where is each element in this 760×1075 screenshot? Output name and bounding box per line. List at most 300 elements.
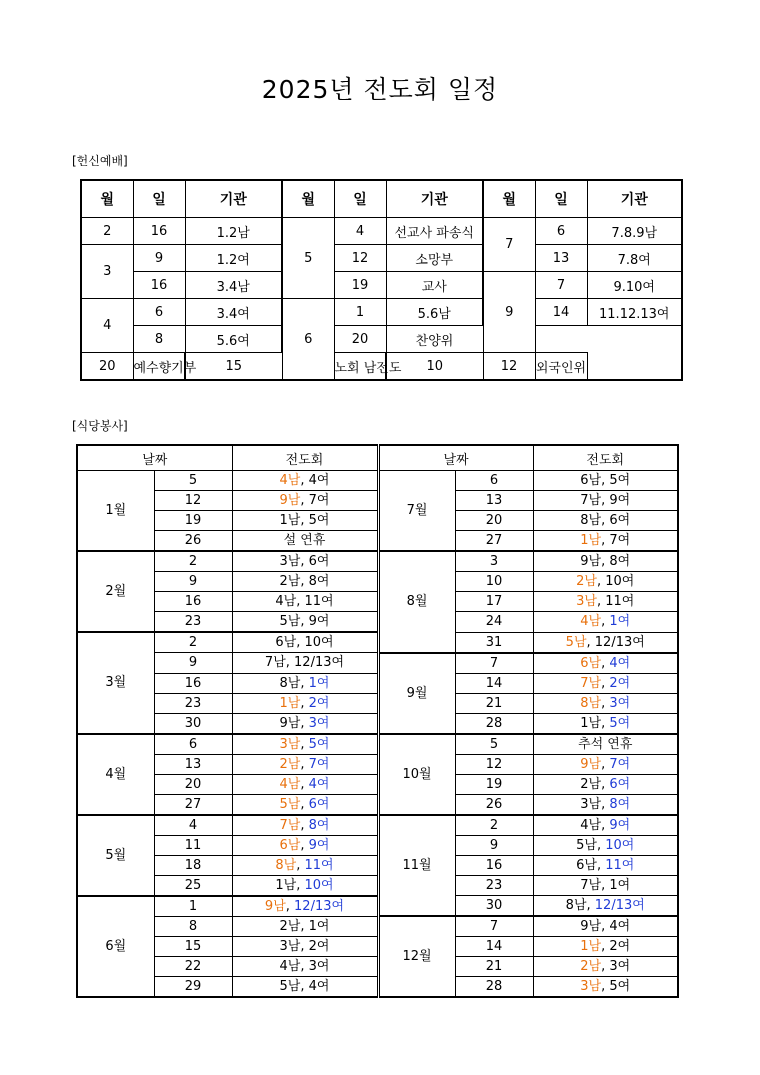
- separator: ,: [300, 493, 309, 508]
- day-cell: 20: [334, 326, 386, 353]
- men-group: 2남: [279, 918, 301, 934]
- table-row: [77, 916, 678, 937]
- women-group: 10여: [304, 877, 334, 893]
- table-row: [77, 896, 678, 917]
- mission-group-cell: [533, 937, 678, 957]
- mission-group-cell: [232, 916, 378, 937]
- women-group: 5여: [609, 473, 631, 488]
- month-cell: 9: [483, 272, 535, 353]
- mission-group-cell: [232, 531, 378, 552]
- mission-group-cell: [533, 815, 678, 836]
- day-cell: 31: [455, 632, 533, 653]
- table-row: [77, 653, 678, 674]
- devotion-header-row: [81, 180, 682, 218]
- women-group: 10여: [605, 837, 635, 853]
- day-cell: 2: [455, 815, 533, 836]
- day-cell: 16: [455, 855, 533, 875]
- men-group: 2남: [580, 959, 602, 974]
- mission-group-cell: [232, 896, 378, 917]
- men-group: 6남: [275, 635, 297, 650]
- men-group: 1남: [279, 695, 301, 711]
- mission-group-cell: [533, 693, 678, 713]
- day-cell: 15: [154, 937, 232, 957]
- men-group: 2남: [279, 756, 301, 772]
- mission-group-cell: [533, 592, 678, 612]
- mission-group-cell: [533, 794, 678, 815]
- men-group: 7남: [580, 877, 602, 893]
- day-cell: 9: [133, 245, 185, 272]
- day-cell: 20: [81, 353, 133, 381]
- separator: ,: [300, 959, 309, 974]
- separator: ,: [596, 594, 606, 609]
- men-group: 3남: [279, 736, 301, 752]
- mission-group-cell: [533, 754, 678, 774]
- men-group: 2남: [279, 574, 301, 589]
- header-mission-group: 전도회: [232, 445, 378, 471]
- women-group: 5여: [308, 736, 330, 752]
- women-group: 2여: [609, 939, 631, 954]
- men-group: 7남: [264, 655, 286, 671]
- men-group: 2남: [576, 574, 597, 589]
- separator: ,: [300, 574, 309, 589]
- day-cell: 21: [455, 957, 533, 977]
- mission-group-cell: [232, 815, 378, 836]
- month-cell: 7: [483, 218, 535, 272]
- table-row: [77, 471, 678, 491]
- month-cell: 1월: [77, 471, 154, 552]
- separator: ,: [285, 655, 295, 671]
- mission-group-cell: [232, 734, 378, 755]
- women-group: 12/13여: [294, 898, 345, 914]
- men-group: 추석 연휴: [578, 736, 633, 752]
- women-group: 1여: [609, 877, 631, 893]
- mission-group-cell: [533, 531, 678, 552]
- separator: ,: [296, 857, 305, 873]
- mission-group-cell: [533, 896, 678, 917]
- men-group: 1남: [580, 533, 602, 548]
- header-date: 날짜: [77, 445, 232, 471]
- org-cell: 3.4남: [185, 272, 282, 299]
- men-group: 설 연휴: [283, 533, 326, 548]
- men-group: 9남: [580, 756, 602, 772]
- mission-group-cell: [232, 794, 378, 815]
- mission-group-cell: [533, 855, 678, 875]
- women-group: 11여: [605, 594, 635, 609]
- table-row: [77, 855, 678, 875]
- month-cell: 8월: [378, 551, 455, 653]
- table-row: [77, 957, 678, 977]
- separator: ,: [296, 635, 305, 650]
- day-cell: 24: [455, 612, 533, 633]
- women-group: 7여: [308, 756, 330, 772]
- day-cell: 19: [455, 774, 533, 794]
- day-cell: 8: [133, 326, 185, 353]
- women-group: 3여: [609, 695, 631, 711]
- table-row: [77, 612, 678, 633]
- month-cell: 2월: [77, 551, 154, 632]
- men-group: 6남: [279, 837, 301, 853]
- mission-group-cell: [232, 937, 378, 957]
- separator: ,: [300, 513, 309, 528]
- day-cell: 2: [154, 551, 232, 572]
- day-cell: 14: [535, 299, 587, 326]
- day-cell: 13: [455, 491, 533, 511]
- day-cell: 20: [455, 511, 533, 531]
- table-row: [77, 673, 678, 693]
- table-row: [77, 572, 678, 592]
- table-row: [81, 218, 682, 245]
- day-cell: 8: [154, 916, 232, 937]
- mission-group-cell: [232, 774, 378, 794]
- mission-group-cell: [232, 693, 378, 713]
- day-cell: 14: [455, 937, 533, 957]
- cafeteria-header-row: [77, 445, 678, 471]
- day-cell: 21: [455, 693, 533, 713]
- org-cell: 선교사 파송식: [386, 218, 483, 245]
- page-title: 2025년 전도회 일정: [261, 75, 499, 104]
- day-cell: 5: [154, 471, 232, 491]
- women-group: 10여: [605, 574, 635, 589]
- day-cell: 23: [455, 875, 533, 896]
- women-group: 12/13여: [594, 898, 645, 913]
- men-group: 5남: [565, 634, 587, 650]
- header-month: 월: [483, 180, 535, 218]
- men-group: 7남: [279, 817, 301, 833]
- org-cell: 1.2여: [185, 245, 282, 272]
- mission-group-cell: [232, 855, 378, 875]
- day-cell: 26: [154, 531, 232, 552]
- separator: ,: [285, 898, 295, 914]
- day-cell: 11: [154, 835, 232, 855]
- month-cell: 12월: [378, 916, 455, 997]
- org-cell: 찬양위: [386, 326, 483, 353]
- table-row: [81, 272, 682, 299]
- men-group: 9남: [264, 898, 286, 914]
- women-group: 3여: [308, 715, 330, 731]
- mission-group-cell: [232, 977, 378, 998]
- mission-group-cell: [533, 632, 678, 653]
- mission-group-cell: [232, 754, 378, 774]
- table-row: [81, 326, 682, 353]
- women-group: 10여: [304, 635, 334, 650]
- day-cell: 12: [334, 245, 386, 272]
- men-group: 3남: [580, 796, 602, 812]
- men-group: 1남: [580, 715, 602, 731]
- men-group: 5남: [279, 796, 301, 812]
- day-cell: 12: [483, 353, 535, 381]
- separator: ,: [601, 796, 610, 812]
- header-mission-group: 전도회: [533, 445, 678, 471]
- day-cell: 13: [154, 754, 232, 774]
- org-cell: 7.8여: [587, 245, 682, 272]
- day-cell: 4: [154, 815, 232, 836]
- women-group: 12/13여: [594, 634, 645, 650]
- day-cell: 16: [154, 673, 232, 693]
- month-cell: 4월: [77, 734, 154, 815]
- separator: ,: [601, 614, 610, 630]
- mission-group-cell: [533, 875, 678, 896]
- org-cell: 11.12.13여: [587, 299, 682, 326]
- day-cell: 23: [154, 693, 232, 713]
- separator: ,: [300, 939, 309, 954]
- day-cell: 28: [455, 713, 533, 734]
- header-organization: 기관: [386, 180, 483, 218]
- mission-group-cell: [533, 511, 678, 531]
- month-cell: 10: [386, 353, 483, 381]
- table-row: [77, 713, 678, 734]
- separator: ,: [601, 473, 610, 488]
- mission-group-cell: [533, 673, 678, 693]
- mission-group-cell: [533, 551, 678, 572]
- men-group: 1남: [580, 939, 602, 954]
- separator: ,: [601, 979, 610, 994]
- women-group: 9여: [308, 614, 330, 629]
- mission-group-cell: [232, 875, 378, 896]
- day-cell: 13: [535, 245, 587, 272]
- men-group: 4남: [279, 473, 301, 488]
- mission-group-cell: [232, 551, 378, 572]
- men-group: 4남: [279, 959, 301, 974]
- women-group: 1여: [308, 675, 330, 691]
- separator: ,: [586, 634, 595, 650]
- separator: ,: [601, 715, 610, 731]
- header-day: 일: [535, 180, 587, 218]
- separator: ,: [601, 655, 610, 671]
- mission-group-cell: [232, 673, 378, 693]
- mission-group-cell: [533, 612, 678, 633]
- month-cell: 3월: [77, 632, 154, 734]
- header-day: 일: [334, 180, 386, 218]
- women-group: 4여: [308, 776, 330, 792]
- separator: ,: [300, 736, 309, 752]
- women-group: 2여: [609, 675, 631, 691]
- org-cell: 5.6남: [386, 299, 483, 326]
- women-group: 8여: [308, 817, 330, 833]
- mission-group-cell: [533, 471, 678, 491]
- day-cell: 17: [455, 592, 533, 612]
- separator: ,: [300, 918, 309, 934]
- separator: ,: [596, 857, 606, 873]
- women-group: 3여: [609, 959, 631, 974]
- table-row: [77, 491, 678, 511]
- day-cell: 1: [154, 896, 232, 917]
- mission-group-cell: [232, 471, 378, 491]
- org-cell: 9.10여: [587, 272, 682, 299]
- day-cell: 4: [334, 218, 386, 245]
- cafeteria-schedule-table: [76, 444, 679, 998]
- month-cell: 6: [282, 299, 334, 381]
- men-group: 1남: [279, 513, 301, 528]
- women-group: 2여: [308, 939, 330, 954]
- table-row: [77, 937, 678, 957]
- mission-group-cell: [232, 592, 378, 612]
- separator: ,: [296, 594, 305, 609]
- mission-group-cell: [533, 491, 678, 511]
- org-cell: 1.2남: [185, 218, 282, 245]
- day-cell: 7: [535, 272, 587, 299]
- day-cell: 9: [455, 835, 533, 855]
- day-cell: 23: [154, 612, 232, 633]
- day-cell: 9: [154, 572, 232, 592]
- table-row: [77, 977, 678, 998]
- separator: ,: [586, 898, 595, 913]
- mission-group-cell: [232, 632, 378, 653]
- day-cell: 19: [154, 511, 232, 531]
- separator: ,: [601, 776, 610, 792]
- women-group: 9여: [308, 837, 330, 853]
- mission-group-cell: [232, 957, 378, 977]
- women-group: 5여: [609, 715, 631, 731]
- org-cell: 5.6여: [185, 326, 282, 353]
- day-cell: 6: [133, 299, 185, 326]
- header-month: 월: [282, 180, 334, 218]
- header-organization: 기관: [587, 180, 682, 218]
- women-group: 4여: [308, 473, 330, 488]
- table-row: [77, 754, 678, 774]
- women-group: 11여: [304, 857, 334, 873]
- separator: ,: [601, 675, 610, 691]
- separator: ,: [601, 695, 610, 711]
- mission-group-cell: [232, 511, 378, 531]
- men-group: 8남: [580, 695, 602, 711]
- cafeteria-section-label: [식당봉사]: [72, 419, 128, 433]
- mission-group-cell: [533, 653, 678, 674]
- day-cell: 7: [455, 653, 533, 674]
- day-cell: 2: [154, 632, 232, 653]
- men-group: 3남: [279, 939, 301, 954]
- day-cell: 6: [455, 471, 533, 491]
- men-group: 5남: [279, 614, 301, 629]
- day-cell: 29: [154, 977, 232, 998]
- men-group: 6남: [576, 857, 597, 873]
- day-cell: 14: [455, 673, 533, 693]
- day-cell: 12: [154, 491, 232, 511]
- separator: ,: [300, 614, 309, 629]
- women-group: 1여: [609, 614, 631, 630]
- men-group: 9남: [580, 554, 602, 569]
- men-group: 1남: [275, 877, 297, 893]
- separator: ,: [300, 473, 309, 488]
- day-cell: 7: [455, 916, 533, 937]
- month-cell: 6월: [77, 896, 154, 998]
- org-cell: 3.4여: [185, 299, 282, 326]
- day-cell: 10: [455, 572, 533, 592]
- men-group: 2남: [580, 776, 602, 792]
- header-organization: 기관: [185, 180, 282, 218]
- men-group: 8남: [580, 513, 602, 528]
- separator: ,: [300, 554, 309, 569]
- month-cell: 2: [81, 218, 133, 245]
- separator: ,: [300, 695, 309, 711]
- day-cell: 16: [154, 592, 232, 612]
- table-row: [77, 632, 678, 653]
- women-group: 12/13여: [294, 655, 345, 671]
- men-group: 5남: [576, 837, 597, 853]
- separator: ,: [596, 574, 606, 589]
- mission-group-cell: [533, 713, 678, 734]
- month-cell: 11월: [378, 815, 455, 917]
- day-cell: 25: [154, 875, 232, 896]
- day-cell: 3: [455, 551, 533, 572]
- separator: ,: [601, 919, 610, 934]
- month-cell: 5: [282, 218, 334, 299]
- mission-group-cell: [533, 835, 678, 855]
- separator: ,: [601, 939, 610, 954]
- header-date: 날짜: [378, 445, 533, 471]
- men-group: 8남: [275, 857, 297, 873]
- mission-group-cell: [232, 572, 378, 592]
- women-group: 3여: [308, 959, 330, 974]
- women-group: 6여: [609, 776, 631, 792]
- day-cell: 18: [154, 855, 232, 875]
- org-cell: 노회 남전도: [334, 353, 386, 381]
- men-group: 4남: [279, 776, 301, 792]
- day-cell: 6: [535, 218, 587, 245]
- day-cell: 26: [455, 794, 533, 815]
- women-group: 4여: [609, 919, 631, 934]
- women-group: 5여: [609, 979, 631, 994]
- separator: ,: [300, 776, 309, 792]
- women-group: 5여: [308, 513, 330, 528]
- men-group: 4남: [275, 594, 297, 609]
- separator: ,: [300, 756, 309, 772]
- mission-group-cell: [533, 774, 678, 794]
- men-group: 7남: [580, 493, 602, 508]
- header-month: 월: [81, 180, 133, 218]
- mission-group-cell: [232, 653, 378, 674]
- day-cell: 16: [133, 218, 185, 245]
- header-day: 일: [133, 180, 185, 218]
- day-cell: 5: [455, 734, 533, 755]
- table-row: [77, 794, 678, 815]
- table-row: [81, 353, 682, 381]
- day-cell: 15: [185, 353, 282, 381]
- table-row: [77, 592, 678, 612]
- day-cell: 30: [455, 896, 533, 917]
- table-row: [77, 875, 678, 896]
- men-group: 9남: [279, 715, 301, 731]
- separator: ,: [300, 979, 309, 994]
- table-row: [77, 693, 678, 713]
- women-group: 8여: [609, 796, 631, 812]
- men-group: 3남: [580, 979, 602, 994]
- day-cell: 1: [334, 299, 386, 326]
- separator: ,: [300, 796, 309, 812]
- separator: ,: [300, 675, 309, 691]
- month-cell: 9월: [378, 653, 455, 734]
- women-group: 4여: [308, 979, 330, 994]
- org-cell: 7.8.9남: [587, 218, 682, 245]
- separator: ,: [601, 533, 610, 548]
- table-row: [77, 511, 678, 531]
- day-cell: 9: [154, 653, 232, 674]
- separator: ,: [296, 877, 305, 893]
- separator: ,: [601, 554, 610, 569]
- men-group: 4남: [580, 614, 602, 630]
- women-group: 7여: [308, 493, 330, 508]
- men-group: 8남: [565, 898, 587, 913]
- month-cell: 3: [81, 245, 133, 299]
- separator: ,: [601, 493, 610, 508]
- separator: ,: [601, 877, 610, 893]
- men-group: 7남: [580, 675, 602, 691]
- women-group: 6여: [308, 554, 330, 569]
- women-group: 9여: [609, 817, 631, 833]
- women-group: 4여: [609, 655, 631, 671]
- org-cell: 예수향기부: [133, 353, 185, 381]
- month-cell: 5월: [77, 815, 154, 896]
- month-cell: 4: [81, 299, 133, 353]
